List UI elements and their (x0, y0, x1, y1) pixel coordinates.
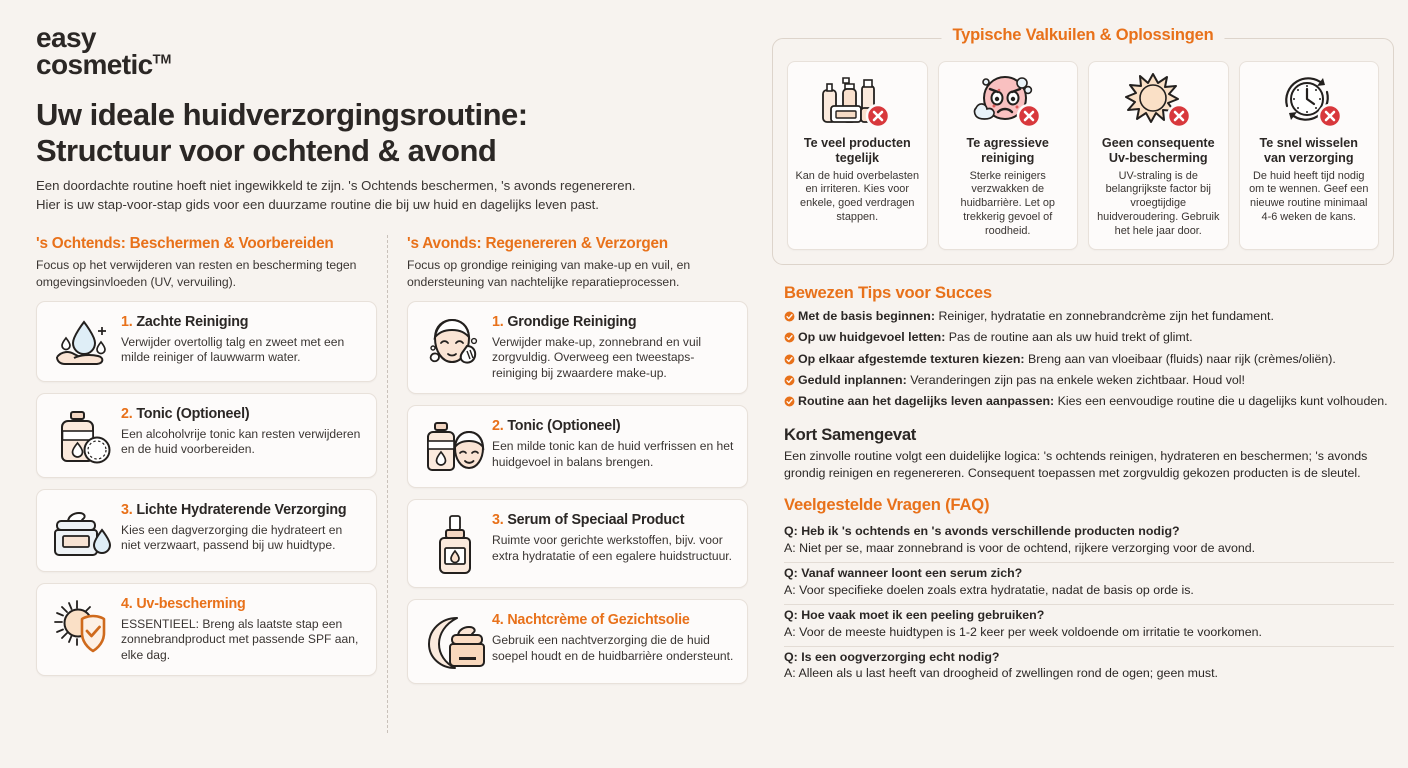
evening-step-4-body (492, 611, 735, 664)
evening-title: 's Avonds: Regenereren & Verzorgen (407, 235, 668, 253)
evening-step-4-head: 4. Nachtcrème of Gezichtsolie (492, 612, 690, 629)
tip-item-1-text: Met de basis beginnen: Reiniger, hydratatie en zonnebrandcrème zijn het fundament. (798, 308, 1274, 323)
tip-item-4 (784, 373, 1394, 389)
page-subtitle-line-1: Een doordachte routine hoeft niet ingewikkeld te zijn. 's Ochtends beschermen, 's avonds regenereren. (36, 177, 636, 193)
pitfall-1-heading: Te veel producten tegelijk (803, 136, 911, 165)
evening-step-2-text: Een milde tonic kan de huid verfrissen en het huidgevoel in balans brengen. (492, 438, 734, 469)
faq-answer-4: A: Alleen als u last heeft van droogheid of zwellingen rond de ogen; geen must. (784, 666, 1218, 681)
faq-item-3[interactable] (784, 605, 1394, 647)
faq-item-2[interactable] (784, 563, 1394, 605)
evening-step-1-body (492, 313, 735, 382)
morning-routine-column (36, 235, 377, 684)
evening-step-3[interactable] (407, 499, 748, 588)
evening-step-2-head: 2. Tonic (Optioneel) (492, 418, 621, 435)
faq-answer-3: A: Voor de meeste huidtypen is 1-2 keer per week voldoende om irritatie te voorkomen. (784, 624, 1262, 639)
face-cleansing-icon (418, 313, 492, 374)
evening-step-3-number: 3. (492, 512, 504, 529)
pitfall-card-aggressive-cleansing[interactable] (938, 61, 1079, 250)
angry-face-bubbles-icon (946, 71, 1071, 133)
morning-step-1-body (121, 313, 364, 366)
morning-step-2-head: 2. Tonic (Optioneel) (121, 406, 250, 423)
brand-line-1: easy (36, 22, 96, 53)
hand-water-drop-icon (47, 313, 121, 370)
sun-icon (1096, 71, 1221, 133)
morning-step-2-text: Een alcoholvrije tonic kan resten verwijderen en de huid voorbereiden. (121, 426, 361, 457)
tip-item-1 (784, 309, 1394, 325)
pitfall-3-text: UV-straling is de belangrijkste factor bij vroegtijdige huidveroudering. Gebruik het hele jaar door. (1097, 169, 1220, 237)
faq-section (772, 495, 1394, 687)
faq-item-4[interactable] (784, 647, 1394, 688)
evening-step-2-number: 2. (492, 418, 504, 435)
faq-list (784, 521, 1394, 687)
pitfalls-panel (772, 26, 1394, 265)
evening-routine-column (407, 235, 748, 684)
evening-step-1[interactable] (407, 301, 748, 394)
summary-section (772, 425, 1394, 481)
pitfalls-grid (787, 61, 1379, 250)
evening-step-4[interactable] (407, 599, 748, 684)
pitfall-4-heading: Te snel wisselen van verzorging (1259, 136, 1358, 165)
check-circle-icon (784, 330, 798, 343)
page-subtitle (36, 177, 736, 214)
pitfall-2-heading: Te agressieve reiniging (966, 136, 1049, 165)
check-circle-icon (784, 373, 798, 386)
check-circle-icon (784, 394, 798, 407)
check-circle-icon (784, 309, 798, 322)
faq-item-1[interactable] (784, 521, 1394, 563)
toner-bottle-cotton-pad-icon (47, 405, 121, 466)
morning-step-1-number: 1. (121, 314, 133, 331)
cream-jar-drop-icon (47, 501, 121, 560)
morning-step-1-head: 1. Zachte Reiniging (121, 314, 249, 331)
morning-step-1-text: Verwijder overtollig talg en zweet met een milde reiniger of lauwwarm water. (121, 334, 345, 365)
serum-dropper-icon (418, 511, 492, 576)
page-subtitle-line-2: Hier is uw stap-voor-stap gids voor een duurzame routine die bij uw huid en dagelijks leven past. (36, 196, 599, 212)
evening-step-2[interactable] (407, 405, 748, 488)
morning-step-4[interactable] (36, 583, 377, 676)
pitfall-3-heading: Geen consequente Uv-bescherming (1101, 136, 1215, 165)
tips-title: Bewezen Tips voor Succes (784, 283, 992, 303)
tips-section (772, 283, 1394, 410)
morning-step-4-body (121, 595, 364, 664)
faq-question-4: Q: Is een oogverzorging echt nodig? (784, 649, 1000, 664)
column-divider (387, 235, 388, 733)
pitfall-card-switching-too-fast[interactable] (1239, 61, 1380, 250)
faq-question-1: Q: Heb ik 's ochtends en 's avonds verschillende producten nodig? (784, 524, 1180, 539)
page-title-line-2: Structuur voor ochtend & avond (36, 132, 497, 168)
pitfall-card-too-many-products[interactable] (787, 61, 928, 250)
tip-item-5 (784, 394, 1394, 410)
morning-step-2-body (121, 405, 364, 458)
right-column (762, 0, 1408, 768)
evening-step-1-text: Verwijder make-up, zonnebrand en vuil zorgvuldig. Overweeg een tweestaps-reiniging bij zwaardere make-up. (492, 334, 702, 381)
summary-body: Een zinvolle routine volgt een duidelijke logica: 's ochtends reinigen, hydrateren en beschermen; 's avonds grondig reinigen en regenereren. Consequent toepassen met zorgvuldig gekozen producten is de sleutel. (784, 449, 1368, 480)
pitfall-4-text: De huid heeft tijd nodig om te wennen. Geef een nieuwe routine minimaal 4-6 weken de kans. (1249, 169, 1369, 223)
evening-step-3-head: 3. Serum of Speciaal Product (492, 512, 685, 529)
faq-title: Veelgestelde Vragen (FAQ) (784, 495, 990, 515)
brand-line-2: cosmetic™ (36, 49, 172, 81)
morning-step-3-text: Kies een dagverzorging die hydrateert en niet verzwaart, passend bij uw huidtype. (121, 522, 343, 553)
morning-step-2[interactable] (36, 393, 377, 478)
many-products-icon (795, 71, 920, 133)
page-title-line-1: Uw ideale huidverzorgingsroutine: (36, 97, 528, 133)
tip-item-3-text: Op elkaar afgestemde texturen kiezen: Breng aan van vloeibaar (fluids) naar rijk (crèmes/oliën). (798, 351, 1336, 366)
tip-item-2-text: Op uw huidgevoel letten: Pas de routine aan als uw huid trekt of glimt. (798, 330, 1193, 345)
morning-description: Focus op het verwijderen van resten en bescherming tegen omgevingsinvloeden (UV, vervuiling). (36, 258, 357, 289)
moon-cream-jar-icon (418, 611, 492, 672)
faq-question-2: Q: Vanaf wanneer loont een serum zich? (784, 566, 1023, 581)
faq-answer-1: A: Niet per se, maar zonnebrand is voor de ochtend, rijkere verzorging voor de avond. (784, 541, 1256, 556)
evening-step-3-text: Ruimte voor gerichte werkstoffen, bijv. voor extra hydratatie of een egalere huidstructuur. (492, 532, 733, 563)
routines-wrapper (36, 235, 762, 684)
summary-title: Kort Samengevat (784, 425, 916, 445)
sun-shield-icon (47, 595, 121, 658)
evening-step-1-number: 1. (492, 314, 504, 331)
evening-description: Focus op grondige reiniging van make-up en vuil, en ondersteuning van nachtelijke reparatieprocessen. (407, 258, 691, 289)
tip-item-3 (784, 352, 1394, 368)
morning-step-1[interactable] (36, 301, 377, 382)
evening-step-3-body (492, 511, 735, 564)
morning-step-2-number: 2. (121, 406, 133, 423)
morning-title: 's Ochtends: Beschermen & Voorbereiden (36, 235, 334, 253)
pitfall-2-text: Sterke reinigers verzwakken de huidbarrière. Let op trekkerig gevoel of roodheid. (960, 169, 1055, 237)
brand-logo (36, 22, 762, 81)
morning-step-4-text: ESSENTIEEL: Breng als laatste stap een zonnebrandproduct met passende SPF aan, elke dag. (121, 616, 359, 663)
evening-step-2-body (492, 417, 735, 470)
trademark-symbol: TM (152, 51, 172, 67)
faq-question-3: Q: Hoe vaak moet ik een peeling gebruiken? (784, 607, 1045, 622)
faq-answer-2: A: Voor specifieke doelen zoals extra hydratatie, nadat de basis op orde is. (784, 582, 1194, 597)
pitfall-card-no-uv-protection[interactable] (1088, 61, 1229, 250)
evening-step-4-text: Gebruik een nachtverzorging die de huid soepel houdt en de huidbarrière ondersteunt. (492, 632, 734, 663)
morning-step-3-head: 3. Lichte Hydraterende Verzorging (121, 502, 347, 519)
tip-item-2 (784, 330, 1394, 346)
toner-bottle-face-icon (418, 417, 492, 476)
pitfall-1-text: Kan de huid overbelasten en irriteren. Kies voor enkele, goed verdragen stappen. (795, 169, 920, 223)
evening-step-1-head: 1. Grondige Reiniging (492, 314, 637, 331)
morning-step-3-body (121, 501, 364, 554)
check-circle-icon (784, 352, 798, 365)
morning-step-3-number: 3. (121, 502, 133, 519)
tip-item-4-text: Geduld inplannen: Veranderingen zijn pas na enkele weken zichtbaar. Houd vol! (798, 373, 1245, 388)
morning-step-3[interactable] (36, 489, 377, 572)
pitfalls-title: Typische Valkuilen & Oplossingen (941, 26, 1224, 45)
morning-step-4-head: 4. Uv-bescherming (121, 596, 246, 613)
clock-cycle-icon (1247, 71, 1372, 133)
page-title (36, 97, 762, 168)
tip-item-5-text: Routine aan het dagelijks leven aanpassen: Kies een eenvoudige routine die u dagelijks kunt volhouden. (798, 394, 1388, 409)
